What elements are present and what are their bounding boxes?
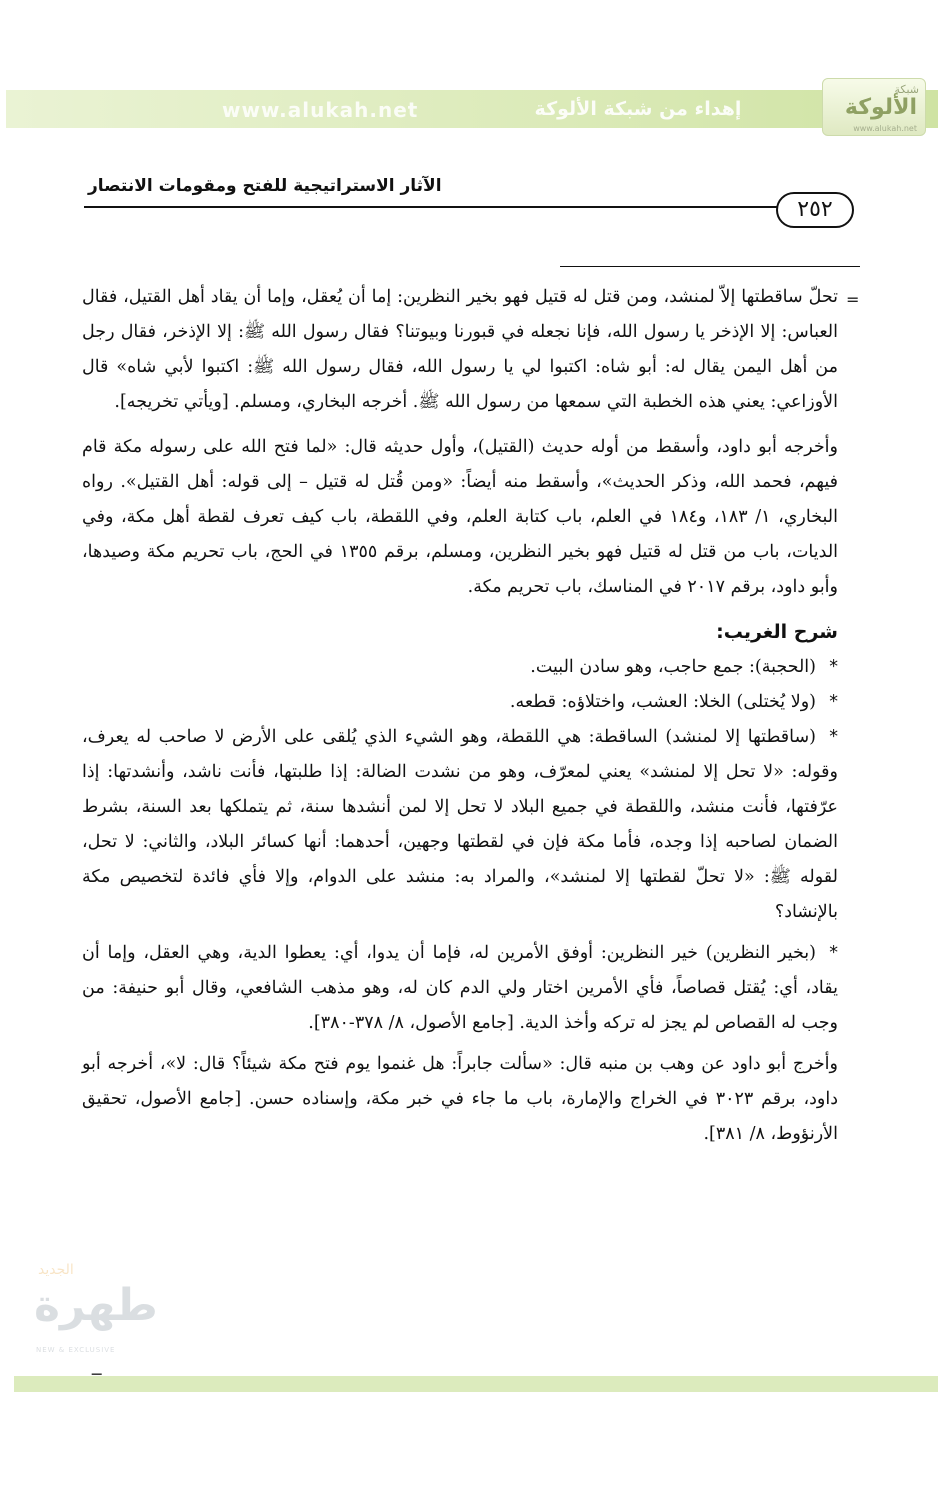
glossary-item — [82, 720, 838, 930]
banner-gift-text: إهداء من شبكة الألوكة — [534, 98, 742, 120]
glossary-text: (ولا يُختلى) الخلا: العشب، واختلاؤه: قطعه. — [509, 692, 816, 712]
glossary-text: (بخير النظرين) خير النظرين: أوفق الأمرين له، فإما أن يدوا، أي: يعطوا الدية، وهي العقل، وإما أن يقاد، أي: يُقتل قصاصاً، فأي الأمرين اختار ولي الدم كان له، وهو مذهب الشافعي، وقال أبو حنيفة: من وجب له القصاص لم يجز له تركه وأخذ الدية. [جامع الأصول، ٨/ ٣٧٨-٣٨٠]. — [82, 943, 838, 1033]
glossary-text: (الحجبة): جمع حاجب، وهو سادن البيت. — [530, 657, 816, 677]
watermark-bottom-text: NEW & EXCLUSIVE — [36, 1346, 116, 1354]
glossary-item — [82, 685, 838, 720]
logo-small-text: شبكة — [894, 83, 919, 96]
watermark-top-text: الجديد — [38, 1262, 74, 1278]
star-bullet-icon: * — [829, 657, 838, 677]
paragraph-2: وأخرجه أبو داود، وأسقط من أوله حديث (القتيل)، وأول حديثه قال: «لما فتح الله على رسوله مكة قام فيهم، فحمد الله، وذكر الحديث»، وأسقط منه أيضاً: «ومن قُتل له قتيل – إلى قوله: أهل القتيل». رواه البخاري، ١/ ١٨٣، و١٨٤ في العلم، باب كتابة العلم، وفي اللقطة، باب كيف تعرف لقطة أهل مكة، وفي الديات، باب من قتل له قتيل فهو بخير النظرين، ومسلم، برقم ١٣٥٥ في الحج، باب تحريم مكة وصيدها، وأبو داود، برقم ٢٠١٧ في المناسك، باب تحريم مكة. — [82, 437, 839, 597]
running-header-title: الآثار الاستراتيجية للفتح ومقومات الانتصار — [88, 176, 442, 196]
glossary-heading: شرح الغريب: — [716, 621, 838, 643]
watermark-logo — [28, 1262, 158, 1362]
footnote-separator — [560, 266, 860, 267]
continuation-mark-top: = — [846, 290, 860, 309]
star-bullet-icon: * — [829, 727, 838, 747]
logo-url-text: www.alukah.net — [853, 124, 917, 133]
banner-site-url: www.alukah.net — [222, 98, 419, 122]
page-body — [82, 280, 838, 1162]
logo-main-text: الألوكة — [844, 95, 917, 120]
star-bullet-icon: * — [829, 943, 838, 963]
bottom-band — [14, 1376, 938, 1392]
final-paragraph: وأخرج أبو داود عن وهب بن منبه قال: «سألت جابراً: هل غنموا يوم فتح مكة شيئاً؟ قال: لا»، أخرجه أبو داود، برقم ٣٠٢٣ في الخراج والإمارة، باب ما جاء في خبر مكة، وإسناده حسن. [جامع الأصول، تحقيق الأرنؤوط، ٨/ ٣٨١]. — [82, 1054, 839, 1144]
paragraph-1: تحلّ ساقطتها إلاّ لمنشد، ومن قتل له قتيل فهو بخير النظرين: إما أن يُعقل، وإما أن يقاد أهل القتيل، فقال العباس: إلا الإذخر يا رسول الله، فإنا نجعله في قبورنا وبيوتنا؟ فقال رسول الله ﷺ: إلا الإذخر، فقال رجل من أهل اليمن يقال له: أبو شاه: اكتبوا لي يا رسول الله، فقال رسول الله ﷺ: اكتبوا لأبي شاه» قال الأوزاعي: يعني هذه الخطبة التي سمعها من رسول الله ﷺ. أخرجه البخاري، ومسلم. [ويأتي تخريجه]. — [82, 287, 838, 412]
glossary-item — [82, 650, 838, 685]
header-rule — [84, 206, 778, 208]
top-banner — [6, 83, 938, 133]
watermark-main-text: طهرة — [34, 1280, 158, 1331]
star-bullet-icon: * — [829, 692, 838, 712]
alukah-logo — [822, 78, 926, 136]
glossary-text: (ساقطتها إلا لمنشد) الساقطة: هي اللقطة، وهو الشيء الذي يُلقى على الأرض لا صاحب له يعرف، وقوله: «لا تحل إلا لمنشد» يعني لمعرّف، وهو من نشدت الضالة: إذا طلبتها، فأنت ناشد، وأنشدتها: إذا عرّفتها، فأنت منشد، واللقطة في جميع البلاد لا تحل إلا لمن أنشدها سنة، ثم يتملكها بعد السنة، بشرط الضمان لصاحبه إذا وجده، فأما مكة فإن في لقطتها وجهين، أحدهما: أنها كسائر البلاد، والثاني: لا تحل، لقوله ﷺ: «لا تحلّ لقطتها إلا لمنشد»، والمراد به: منشد على الدوام، وإلا فأي فائدة لتخصيص مكة بالإنشاد؟ — [82, 727, 838, 922]
glossary-item — [82, 936, 838, 1041]
page-number-badge: ٢٥٢ — [776, 192, 854, 228]
